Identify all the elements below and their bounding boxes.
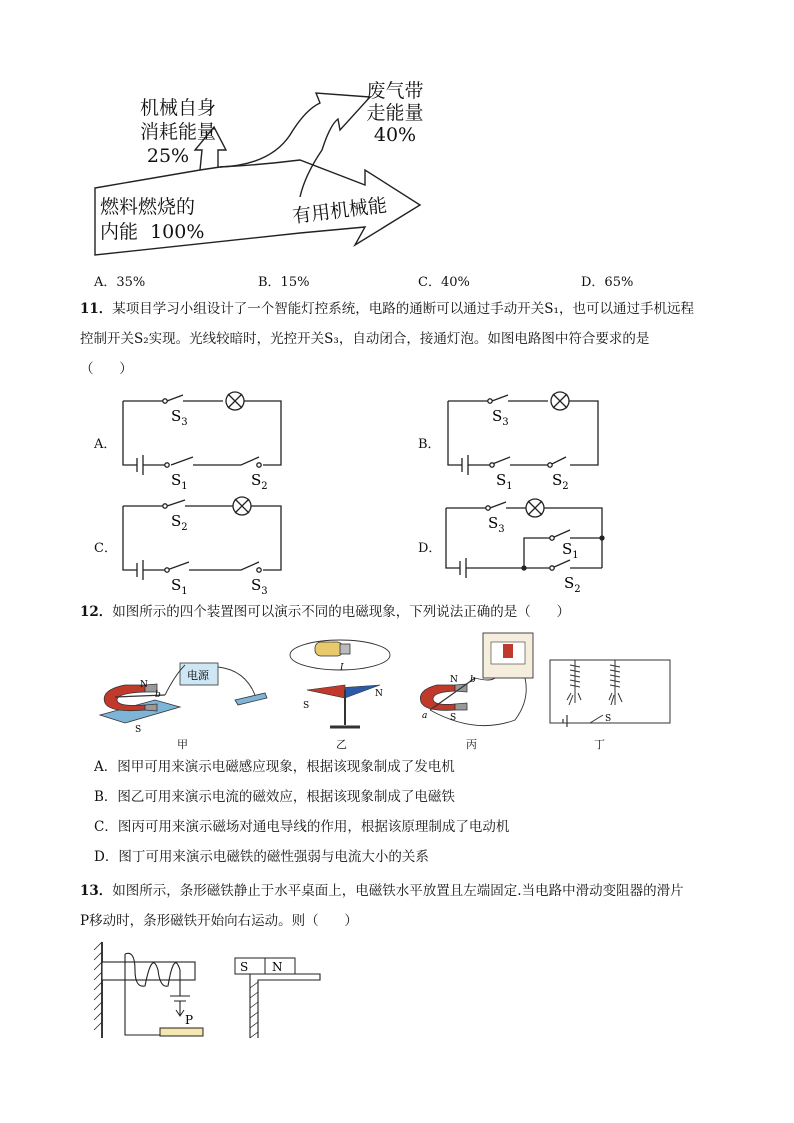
exhaust-label-line2: 走能量 [366,102,424,124]
svg-text:N: N [140,680,148,690]
q11-option-a[interactable]: A． [94,437,117,452]
magnet-s-label: S [240,960,249,974]
svg-text:S2: $S_2$ [564,574,581,595]
slider-label: P [185,1013,194,1027]
svg-text:S3: $S_3$ [171,407,188,428]
label-s2: S [251,471,262,489]
svg-text:S: S [605,714,612,724]
power-label: 电源 [187,669,209,682]
fig-label-yi: 乙 [336,738,347,751]
loss-label-line1: 机械自身 [139,97,216,119]
input-label-line2: 内能 100% [100,221,205,243]
circuit-a [115,385,295,495]
svg-text:N: N [375,689,383,699]
svg-text:S: S [135,725,142,735]
q11-paren: （ ） [80,361,133,377]
svg-text:S1: $S_1$ [171,576,188,597]
q12-text: 如图所示的四个装置图可以演示不同的电磁现象，下列说法正确的是（ ） [112,604,571,620]
svg-text:S3: $S_3$ [492,407,509,428]
circuit-c [115,488,295,598]
figure-yi [285,630,400,735]
q12-option-b[interactable]: B．图乙可用来演示电流的磁效应，根据该现象制成了电磁铁 [94,789,455,805]
useful-energy-label: 有用机械能 [291,194,389,228]
svg-text:I: I [340,663,344,673]
svg-text:a: a [422,711,428,721]
q13-text-line1: 如图所示，条形磁铁静止于水平桌面上，电磁铁水平放置且左端固定.当电路中滑动变阻器的滑片 [112,883,684,899]
q13-number: 13． [80,883,113,899]
exhaust-label-line1: 废气带 [366,80,424,102]
q12-number: 12． [80,604,113,620]
q12-option-a[interactable]: A．图甲可用来演示电磁感应现象，根据该现象制成了发电机 [94,759,455,775]
q10-option-b[interactable]: B．15% [258,275,310,290]
q10-option-c[interactable]: C．40% [418,275,470,290]
fig-label-ding: 丁 [594,738,605,751]
circuit-d [440,490,620,595]
fig-label-jia: 甲 [177,738,188,751]
svg-text:S2: $S_2$ [251,471,268,492]
fig-label-bing: 丙 [466,738,477,751]
svg-text:N: N [450,675,458,685]
figure-ding [545,655,675,730]
label-s3: S [171,407,182,425]
figure-bing [415,630,540,735]
electromagnet-figure [90,940,330,1040]
q13-text-line2: P移动时，条形磁铁开始向右运动。则（ ） [80,913,358,929]
q10-option-a[interactable]: A．35% [94,275,146,290]
svg-text:b: b [470,675,476,685]
exhaust-percent: 40% [373,124,417,146]
q11-option-d[interactable]: D． [418,541,442,556]
svg-text:b: b [155,690,161,700]
svg-text:S2: $S_2$ [552,471,569,492]
loss-label-line2: 消耗能量 [139,121,216,143]
q10-option-d[interactable]: D．65% [581,275,634,290]
loss-percent: 25% [146,145,190,167]
q11-option-b[interactable]: B． [418,437,441,452]
q11-text-line1: 某项目学习小组设计了一个智能灯控系统，电路的通断可以通过手动开关S₁，也可以通过手机远程 [112,301,694,317]
q12-option-d[interactable]: D．图丁可用来演示电磁铁的磁性强弱与电流大小的关系 [94,849,429,865]
svg-text:S1: $S_1$ [496,471,513,492]
svg-text:S3: $S_3$ [251,576,268,597]
svg-text:S1: $S_1$ [171,471,188,492]
svg-text:S2: $S_2$ [171,512,188,533]
svg-text:S1: $S_1$ [562,540,579,561]
q11-option-c[interactable]: C． [94,541,117,556]
circuit-b [440,385,620,495]
q11-text-line2: 控制开关S₂实现。光线较暗时，光控开关S₃，自动闭合，接通灯泡。如图电路图中符合要求的是 [80,331,650,347]
q11-number: 11． [80,301,113,317]
input-label-line1: 燃料燃烧的 [100,196,196,218]
svg-text:S: S [303,701,310,711]
svg-text:S: S [450,713,457,723]
figure-jia [95,655,270,735]
magnet-n-label: N [272,960,283,974]
svg-text:S3: $S_3$ [488,514,505,535]
q12-option-c[interactable]: C．图丙可用来演示磁场对通电导线的作用，根据该原理制成了电动机 [94,819,510,835]
label-s1: S [171,471,182,489]
